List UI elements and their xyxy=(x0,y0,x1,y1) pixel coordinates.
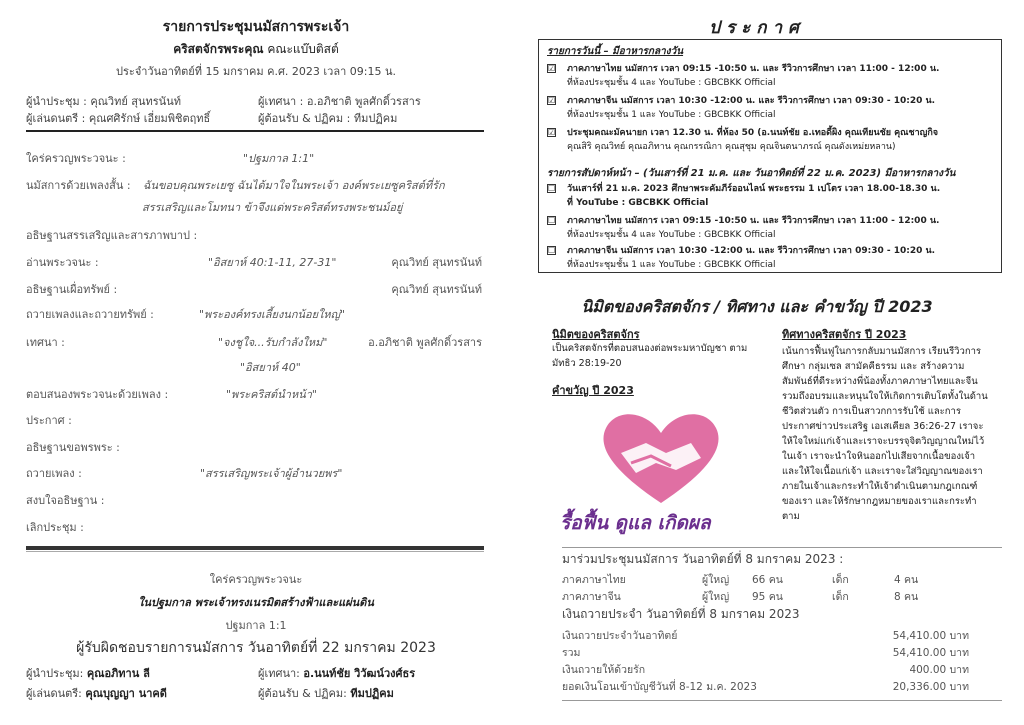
service-title: รายการประชุมนมัสการพระเจ้า xyxy=(162,19,350,35)
divider xyxy=(562,700,1002,701)
attendance-adult-count: 66 คน xyxy=(752,574,783,586)
checkbox-checked-icon: ☑ xyxy=(548,96,556,105)
attendance-group: ภาคภาษาจีน xyxy=(562,591,621,603)
role-usher: ผู้ต้อนรับ & ปฏิคม : ทีมปฏิคม xyxy=(258,112,398,125)
offering-amount: 400.00 บาท xyxy=(909,664,969,676)
notice-line: ที่ห้องประชุมชั้น 4 และ YouTube : GBCBKK Official xyxy=(567,78,776,88)
today-title: รายการวันนี้ – มีอาหารกลางวัน xyxy=(547,46,684,57)
divider xyxy=(562,547,1002,548)
order-person: อ.อภิชาติ พูลศักดิ์วรสาร xyxy=(368,336,482,349)
meditate-label: ใคร่ครวญพระวจนะ xyxy=(209,573,303,586)
attendance-group: ภาคภาษาไทย xyxy=(562,574,626,586)
notice-line: ที่ห้องประชุมชั้น 4 และ YouTube : GBCBKK Official xyxy=(567,230,776,240)
order-label: เทศนา : xyxy=(26,336,65,349)
order-label: ถวายเพลง : xyxy=(26,467,82,480)
notice-line: ประชุมคณะมัคนายก เวลา 12.30 น. ที่ห้อง 50 (อ.นนท์ชัย อ.เทอดี้ผิง คุณเทียนชัย คุณชาญกิจ xyxy=(567,128,939,138)
notice-item xyxy=(547,214,987,244)
church-name xyxy=(0,40,512,59)
order-detail: "พระคริสต์นำหน้า" xyxy=(226,388,317,401)
checkbox-empty-icon: ☐ xyxy=(548,246,556,255)
order-label: สงบใจอธิษฐาน : xyxy=(26,494,105,507)
notice-item xyxy=(547,126,987,156)
order-detail: สรรเสริญและโมทนา ข้าจึงแด่พระคริสต์ทรงพระชนม์อยู่ xyxy=(142,201,403,214)
offering-label: เงินถวายให้ด้วยรัก xyxy=(562,664,646,676)
order-detail: "ปฐมกาล 1:1" xyxy=(243,152,315,165)
order-detail: "อิสยาห์ 40:1-11, 27-31" xyxy=(208,256,337,269)
offering-amount: 54,410.00 บาท xyxy=(892,647,969,659)
divider xyxy=(26,130,484,132)
offering-label: ยอดเงินโอนเข้าบัญชีวันที่ 8-12 ม.ค. 2023 xyxy=(562,681,757,693)
motto-heading: คำขวัญ ปี 2023 xyxy=(552,384,634,397)
next-musician-name: คุณบุญญา นาคดี xyxy=(85,687,167,700)
direction-text xyxy=(782,344,992,524)
order-detail: "อิสยาห์ 40" xyxy=(240,361,301,374)
next-preacher-name: อ.นนท์ชัย วิวัฒน์วงศ์ธร xyxy=(303,667,416,680)
offering-label: เงินถวายประจำวันอาทิตย์ xyxy=(562,630,678,642)
order-detail: ฉันขอบคุณพระเยซู ฉันได้มาใจในพระเจ้า องค์พระเยซูคริสต์ที่รัก xyxy=(143,179,445,192)
order-person: คุณวิทย์ สุนทรนันท์ xyxy=(391,256,482,269)
thick-divider xyxy=(26,546,484,550)
order-label: นมัสการด้วยเพลงสั้น : xyxy=(26,179,131,192)
notice-line: ภาคภาษาไทย นมัสการ เวลา 09:15 -10:50 น. และ รีวิวการศึกษา เวลา 11:00 - 12:00 น. xyxy=(567,64,940,74)
notice-line: ที่ YouTube : GBCBKK Official xyxy=(567,198,709,208)
notice-item xyxy=(547,94,987,124)
notice-line: ที่ห้องประชุมชั้น 1 และ YouTube : GBCBKK Official xyxy=(567,110,776,120)
order-label: อธิษฐานเผื่อทรัพย์ : xyxy=(26,283,118,296)
checkbox-empty-icon: ☐ xyxy=(548,216,556,225)
order-label: ถวายเพลงและถวายทรัพย์ : xyxy=(26,308,154,321)
attendance-adult-label: ผู้ใหญ่ xyxy=(702,574,730,586)
church-denomination: คณะแบ๊บติสต์ xyxy=(267,42,339,56)
offering-amount: 54,410.00 บาท xyxy=(892,630,969,642)
next-leader xyxy=(26,664,150,682)
divider xyxy=(26,551,484,552)
attendance-child-label: เด็ก xyxy=(832,574,849,586)
order-label: อ่านพระวจนะ : xyxy=(26,256,99,269)
vision-title: นิมิตของคริสตจักร / ทิศทาง และ คำขวัญ ปี 2023 xyxy=(581,297,933,316)
role-leader: ผู้นำประชุม : คุณวิทย์ สุนทรนันท์ xyxy=(26,95,181,108)
next-musician xyxy=(26,684,167,702)
next-week-notice-title: รายการสัปดาห์หน้า – (วันเสาร์ที่ 21 ม.ค. และ วันอาทิตย์ที่ 22 ม.ค. 2023) มีอาหารกลางวัน xyxy=(547,168,956,179)
notice-item xyxy=(547,244,987,274)
notice-item xyxy=(547,182,987,212)
church-name-bold: คริสตจักรพระคุณ xyxy=(173,42,264,56)
next-week-title: ผู้รับผิดชอบรายการนมัสการ วันอาทิตย์ที่ 22 มกราคม 2023 xyxy=(76,640,436,656)
order-label: เลิกประชุม : xyxy=(26,521,84,534)
role-preacher: ผู้เทศนา : อ.อภิชาติ พูลศักดิ์วรสาร xyxy=(258,95,421,108)
hands-heart-logo-icon xyxy=(596,408,726,508)
offering-amount: 20,336.00 บาท xyxy=(892,681,969,693)
checkbox-checked-icon: ☑ xyxy=(548,128,556,137)
order-label: อธิษฐานสรรเสริญและสารภาพบาป : xyxy=(26,229,198,242)
next-leader-label: ผู้นำประชุม: xyxy=(26,667,84,680)
meditate-reference: ปฐมกาล 1:1 xyxy=(225,619,287,632)
notice-line: ภาคภาษาจีน นมัสการ เวลา 10:30 -12:00 น. และ รีวิวการศึกษา เวลา 09:30 - 10:20 น. xyxy=(567,246,936,256)
attendance-adult-count: 95 คน xyxy=(752,591,783,603)
attendance-child-label: เด็ก xyxy=(832,591,849,603)
order-label: ตอบสนองพระวจนะด้วยเพลง : xyxy=(26,388,169,401)
order-label: ใคร่ครวญพระวจนะ : xyxy=(26,152,126,165)
attendance-child-count: 8 คน xyxy=(894,591,919,603)
order-detail: "สรรเสริญพระเจ้าผู้อำนวยพร" xyxy=(200,467,343,480)
order-label: ประกาศ : xyxy=(26,414,72,427)
order-detail: "พระองค์ทรงเลี้ยงนกน้อยใหญ่" xyxy=(199,308,346,321)
order-detail: "จงชูใจ...รับกำลังใหม่" xyxy=(218,336,328,349)
motto-logo-text: รื้อฟื้น ดูแล เกิดผล xyxy=(560,512,711,534)
notice-box xyxy=(538,39,1002,273)
next-preacher xyxy=(258,664,415,682)
checkbox-empty-icon: ☐ xyxy=(548,184,556,193)
vision-heading: นิมิตของคริสตจักร xyxy=(552,328,640,341)
next-leader-name: คุณอภิทาน ลี xyxy=(86,667,150,680)
notice-line: ภาคภาษาไทย นมัสการ เวลา 09:15 -10:50 น. และ รีวิวการศึกษา เวลา 11:00 - 12:00 น. xyxy=(567,216,940,226)
meditate-verse: ในปฐมกาล พระเจ้าทรงเนรมิตสร้างฟ้าและแผ่นดิน xyxy=(138,596,374,609)
attendance-title: มาร่วมประชุมนมัสการ วันอาทิตย์ที่ 8 มกราคม 2023 : xyxy=(562,552,844,566)
offering-title: เงินถวายประจำ วันอาทิตย์ที่ 8 มกราคม 2023 xyxy=(562,607,800,621)
announcements-heading: ประกาศ xyxy=(709,18,805,38)
direction-verse: เอเสเคียล 36:26-27 เราจะให้ใจใหม่แก่เจ้าและเราจะบรรจุจิตวิญญาณใหม่ไว้ในเจ้า เราจะนำใจหินออกไปเสียจากเนื้อของเจ้า และให้ใจเนื้อแก่เจ้า และเราจะใส่วิญญาณของเราภายในเจ้าและกระทำให้เจ้าดำเนินตามกฎเกณฑ์ของเรา และให้รักษากฎหมายของเราและกระทำตาม xyxy=(782,421,985,522)
next-usher-name: ทีมปฏิคม xyxy=(350,687,394,700)
order-label: อธิษฐานขอพรพระ : xyxy=(26,441,120,454)
vision-text: เป็นคริสตจักรที่ตอบสนองต่อพระมหาบัญชา ตามมัทธิว 28:19-20 xyxy=(552,343,748,369)
next-usher xyxy=(258,684,394,702)
order-person: คุณวิทย์ สุนทรนันท์ xyxy=(391,283,482,296)
notice-line: คุณสิริ คุณวิทย์ คุณอภิทาน คุณกรรณิกา คุณสุชุม คุณจินตนาภรณ์ คุณดังเหม่ยหลาน) xyxy=(567,142,896,152)
direction-heading: ทิศทางคริสตจักร ปี 2023 xyxy=(782,328,907,341)
offering-label: รวม xyxy=(562,647,581,659)
checkbox-checked-icon: ☑ xyxy=(548,64,556,73)
role-musician: ผู้เล่นดนตรี : คุณศศิรักษ์ เอี่ยมพิชิตฤทธิ์ xyxy=(26,112,211,125)
next-preacher-label: ผู้เทศนา: xyxy=(258,667,300,680)
next-usher-label: ผู้ต้อนรับ & ปฏิคม: xyxy=(258,687,347,700)
attendance-child-count: 4 คน xyxy=(894,574,919,586)
next-musician-label: ผู้เล่นดนตรี: xyxy=(26,687,82,700)
notice-line: ที่ห้องประชุมชั้น 1 และ YouTube : GBCBKK Official xyxy=(567,260,776,270)
announcements-page xyxy=(512,0,1024,725)
direction-body: เน้นการฟื้นฟูในการกลับมานมัสการ เรียนรีวิวการศึกษา กลุ่มเซล สามัคคีธรรม และ สร้างความสัมพันธ์ที่ดีระหว่างพี่น้องทั้งภาคภาษาไทยและจีน รวมถึงอบรมและหนุนใจให้เกิดการเติบโตทั้งในด้านชีวิตส่วนตัว การเป็นสาวกการรับใช้ และการประกาศข่าวประเสริฐ xyxy=(782,346,988,432)
notice-item xyxy=(547,62,987,92)
notice-line: วันเสาร์ที่ 21 ม.ค. 2023 ศึกษาพระคัมภีร์ออนไลน์ พระธรรม 1 เปโตร เวลา 18.00-18.30 น. xyxy=(567,184,941,194)
service-date: ประจำวันอาทิตย์ที่ 15 มกราคม ค.ศ. 2023 เวลา 09:15 น. xyxy=(116,65,396,78)
attendance-adult-label: ผู้ใหญ่ xyxy=(702,591,730,603)
notice-line: ภาคภาษาจีน นมัสการ เวลา 10:30 -12:00 น. และ รีวิวการศึกษา เวลา 09:30 - 10:20 น. xyxy=(567,96,936,106)
